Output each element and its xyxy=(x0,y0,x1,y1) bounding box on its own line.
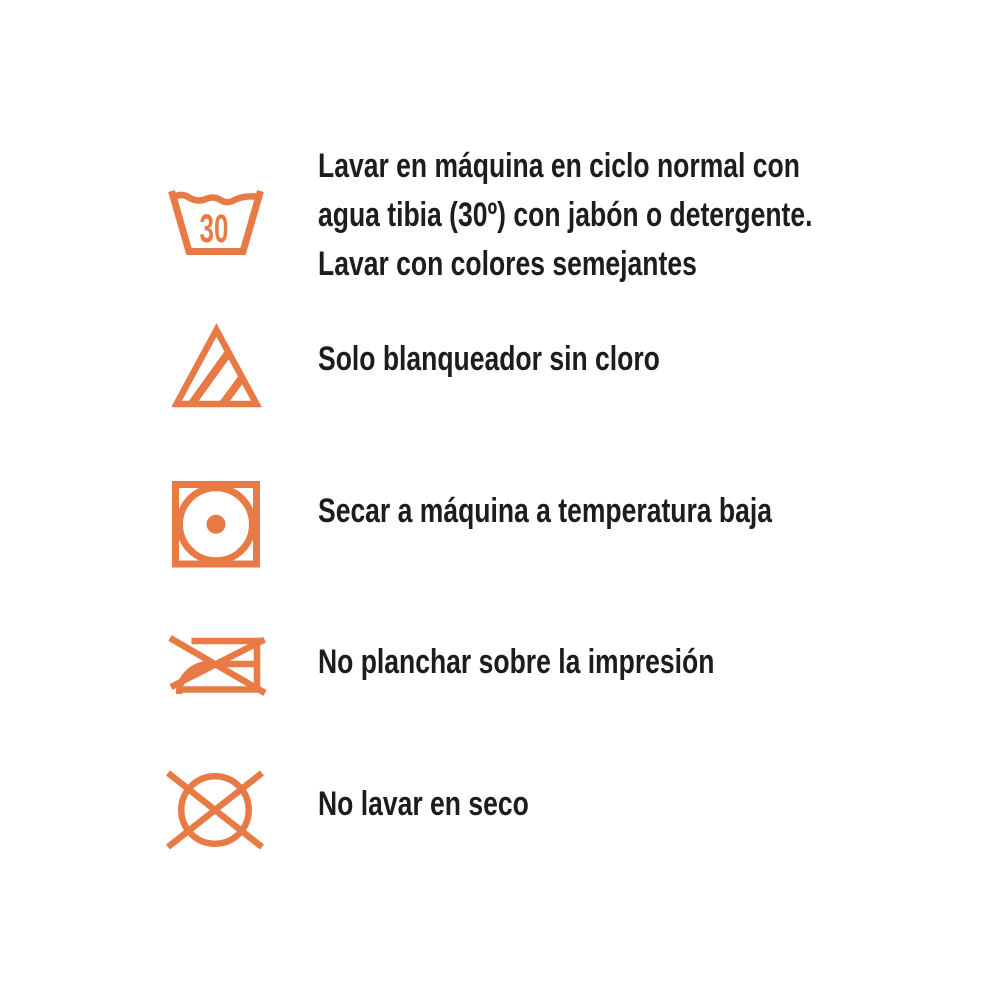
dry-instructions-text xyxy=(318,487,772,536)
text-line: agua tibia (30º) con jabón o detergente. xyxy=(318,196,813,234)
text-line: Lavar en máquina en ciclo normal con xyxy=(318,147,800,185)
text-line: Secar a máquina a temperatura baja xyxy=(318,492,772,530)
iron-instructions-text xyxy=(318,638,714,687)
do-not-dry-clean-icon xyxy=(166,770,264,850)
text-line: No lavar en seco xyxy=(318,785,529,823)
text-line: Solo blanqueador sin cloro xyxy=(318,340,660,378)
non-chlorine-bleach-triangle-icon xyxy=(172,323,262,411)
tumble-dry-low-icon xyxy=(172,481,260,568)
wash-tub-30-icon xyxy=(167,187,265,256)
wash-instructions-text xyxy=(318,142,812,289)
text-line: No planchar sobre la impresión xyxy=(318,643,715,681)
bleach-instructions-text xyxy=(318,335,660,384)
wash-temperature-label: 30 xyxy=(199,207,229,251)
dry-clean-instructions-text xyxy=(318,780,529,829)
text-line: Lavar con colores semejantes xyxy=(318,245,697,283)
do-not-iron-icon xyxy=(167,633,267,697)
